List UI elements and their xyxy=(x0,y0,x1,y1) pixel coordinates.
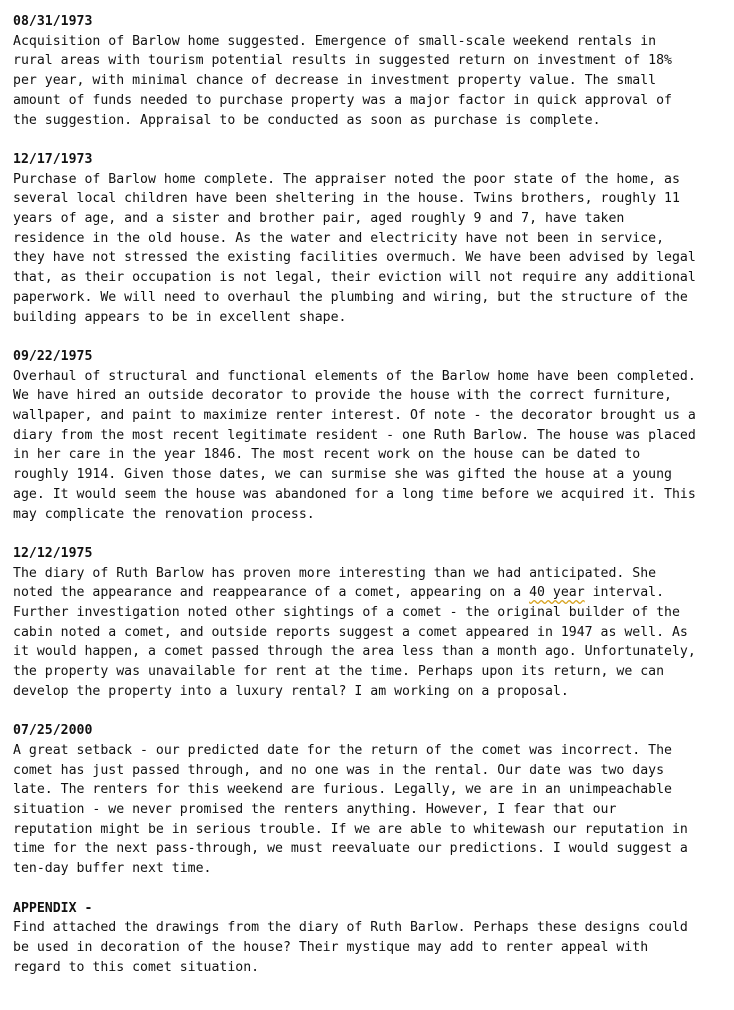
text-line: We have hired an outside decorator to provide the house with the correct furniture, xyxy=(13,388,672,404)
text-line: late. The renters for this weekend are furious. Legally, we are in an unimpeachable xyxy=(13,782,672,798)
entry-text xyxy=(13,741,728,879)
text-line: amount of funds needed to purchase property was a major factor in quick approval of xyxy=(13,92,672,108)
log-entry xyxy=(13,347,728,524)
text-line: building appears to be in excellent shape. xyxy=(13,309,347,325)
text-line: ten-day buffer next time. xyxy=(13,861,212,877)
text-line: Overhaul of structural and functional elements of the Barlow home have been completed. xyxy=(13,368,696,384)
entry-text xyxy=(13,564,728,702)
text-line: Further investigation noted other sightings of a comet - the original builder of the xyxy=(13,605,680,621)
log-entry xyxy=(13,12,728,130)
entry-text xyxy=(13,918,728,977)
text-line xyxy=(13,585,664,600)
text-line: residence in the old house. As the water and electricity have not been in service, xyxy=(13,230,665,246)
text-line: cabin noted a comet, and outside reports suggest a comet appeared in 1947 as well. As xyxy=(13,624,688,640)
log-entry xyxy=(13,721,728,879)
text-line: the suggestion. Appraisal to be conducted as soon as purchase is complete. xyxy=(13,112,601,128)
text-line: roughly 1914. Given those dates, we can surmise she was gifted the house at a young xyxy=(13,467,672,483)
text-line: paperwork. We will need to overhaul the plumbing and wiring, but the structure of the xyxy=(13,289,688,305)
entry-text xyxy=(13,170,728,328)
text-line: several local children have been sheltering in the house. Twins brothers, roughly 11 xyxy=(13,191,680,207)
text-line: be used in decoration of the house? Their mystique may add to renter appeal with xyxy=(13,939,649,955)
text-line: The diary of Ruth Barlow has proven more interesting than we had anticipated. She xyxy=(13,565,657,581)
text-line: rural areas with tourism potential results in suggested return on investment of 18% xyxy=(13,53,672,69)
text-line: age. It would seem the house was abandoned for a long time before we acquired it. This xyxy=(13,486,696,502)
entry-date: 12/17/1973 xyxy=(13,151,93,167)
entry-date: 09/22/1975 xyxy=(13,348,93,364)
text-line: A great setback - our predicted date for the return of the comet was incorrect. The xyxy=(13,742,672,758)
text-fragment: noted the appearance and reappearance of a comet, appearing on a xyxy=(13,585,530,601)
text-line: time for the next pass-through, we must reevaluate our predictions. I would suggest a xyxy=(13,841,688,857)
text-line: per year, with minimal chance of decrease in investment property value. The small xyxy=(13,73,657,89)
spellcheck-underlined-text[interactable]: 40 year xyxy=(529,585,585,601)
appendix-entry xyxy=(13,899,728,978)
text-line: that, as their occupation is not legal, their eviction will not require any additional xyxy=(13,270,696,286)
text-line: in her care in the year 1846. The most recent work on the house can be dated to xyxy=(13,447,641,463)
text-line: comet has just passed through, and no one was in the rental. Our date was two days xyxy=(13,762,665,778)
entry-text xyxy=(13,367,728,525)
text-line: years of age, and a sister and brother pair, aged roughly 9 and 7, have taken xyxy=(13,211,625,227)
appendix-heading: APPENDIX - xyxy=(13,900,93,916)
text-line: develop the property into a luxury rental? I am working on a proposal. xyxy=(13,683,569,699)
entry-date: 08/31/1973 xyxy=(13,14,93,29)
text-line: may complicate the renovation process. xyxy=(13,506,315,522)
entry-date: 12/12/1975 xyxy=(13,545,93,561)
text-line: it would happen, a comet passed through the area less than a month ago. Unfortunately, xyxy=(13,644,696,660)
entry-date: 07/25/2000 xyxy=(13,723,93,739)
text-line: situation - we never promised the renters anything. However, I fear that our xyxy=(13,802,617,818)
entry-text xyxy=(13,32,728,131)
text-line: Acquisition of Barlow home suggested. Emergence of small-scale weekend rentals in xyxy=(13,33,657,49)
text-line: wallpaper, and paint to maximize renter interest. Of note - the decorator brought us a xyxy=(13,408,696,424)
text-line: the property was unavailable for rent at the time. Perhaps upon its return, we can xyxy=(13,664,665,680)
text-line: diary from the most recent legitimate resident - one Ruth Barlow. The house was placed xyxy=(13,427,696,443)
log-entry xyxy=(13,544,728,702)
log-entry xyxy=(13,150,728,327)
document xyxy=(13,12,728,997)
text-line: regard to this comet situation. xyxy=(13,959,260,975)
text-line: Purchase of Barlow home complete. The appraiser noted the poor state of the home, as xyxy=(13,171,680,187)
text-line: reputation might be in serious trouble. If we are able to whitewash our reputation in xyxy=(13,821,688,837)
text-line: they have not stressed the existing facilities overmuch. We have been advised by legal xyxy=(13,250,696,266)
text-line: Find attached the drawings from the diary of Ruth Barlow. Perhaps these designs could xyxy=(13,920,688,936)
text-fragment: interval. xyxy=(584,585,665,601)
